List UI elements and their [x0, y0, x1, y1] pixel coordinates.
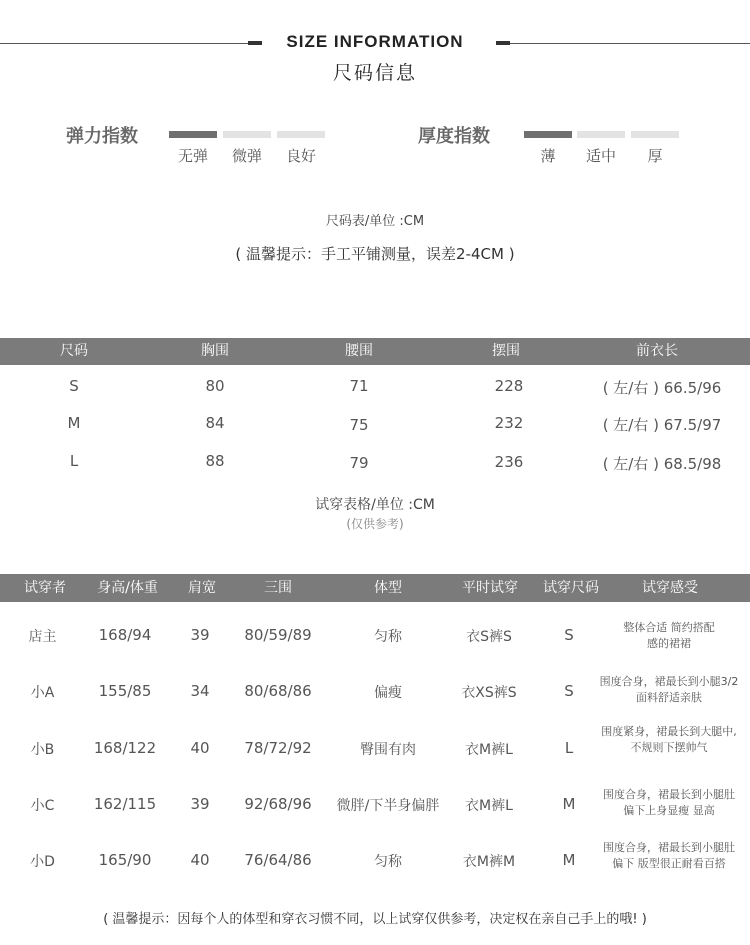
- thickness-bar-2: [577, 131, 625, 138]
- chest-cell: 84: [205, 414, 225, 432]
- usual-cell: 衣M裤L: [465, 798, 513, 814]
- shoulder-cell: 40: [190, 739, 210, 757]
- thickness-bar-1: [524, 131, 572, 138]
- size-col-hem: 摆围: [492, 343, 520, 359]
- hem-cell: 228: [494, 377, 524, 395]
- body-type-cell: 匀称: [374, 629, 402, 645]
- feel-cell-line-1: 围度合身，裙最长到小腿肚: [603, 788, 735, 801]
- size-cell: M: [67, 414, 81, 432]
- thickness-label: 厚度指数: [418, 126, 490, 147]
- body-type-cell: 臀围有肉: [360, 742, 416, 758]
- size-col-front-length: 前衣长: [636, 343, 678, 359]
- elasticity-option-2: 微弹: [231, 147, 262, 165]
- measurements-cell: 80/59/89: [244, 626, 312, 644]
- measurements-cell: 80/68/86: [244, 682, 312, 700]
- shoulder-cell: 39: [190, 795, 210, 813]
- thickness-option-2: 适中: [585, 147, 616, 165]
- thickness-option-3: 厚: [647, 147, 663, 165]
- hem-cell: 236: [494, 453, 524, 471]
- header-dash-right: [496, 41, 510, 45]
- shoulder-cell: 39: [190, 626, 210, 644]
- tried-cell: L: [564, 739, 574, 757]
- usual-cell: 衣M裤L: [465, 742, 513, 758]
- body-type-cell: 偏瘦: [374, 685, 402, 701]
- fit-col-measurements: 三围: [264, 580, 292, 596]
- fit-col-tried: 试穿尺码: [543, 580, 599, 596]
- elasticity-option-1: 无弹: [177, 147, 208, 165]
- height-weight-cell: 168/122: [93, 739, 157, 757]
- person-cell: 小A: [30, 685, 55, 701]
- tried-cell: M: [562, 795, 576, 813]
- person-cell: 小D: [30, 854, 55, 870]
- size-table-header: [0, 338, 750, 365]
- feel-cell-line-2: 面料舒适亲肤: [636, 691, 702, 704]
- measurements-cell: 92/68/96: [244, 795, 312, 813]
- feel-cell-line-2: 感的裙裙: [647, 637, 691, 650]
- fit-col-shoulder: 肩宽: [188, 580, 216, 596]
- fit-col-feel: 试穿感受: [642, 580, 698, 596]
- header-line-right: [510, 43, 750, 44]
- thickness-bar-3: [631, 131, 679, 138]
- elasticity-label: 弹力指数: [66, 126, 138, 147]
- fit-table-header: [0, 574, 750, 602]
- feel-cell-line-1: 围度合身，裙最长到小腿肚: [603, 841, 735, 854]
- size-table-tip: ( 温馨提示：手工平铺测量，误差2-4CM ): [235, 245, 515, 263]
- usual-cell: 衣S裤S: [466, 629, 512, 645]
- size-col-size: 尺码: [60, 343, 88, 359]
- front-length-cell: ( 左/右 ) 67.5/97: [602, 416, 722, 434]
- elasticity-bar-1: [169, 131, 217, 138]
- feel-cell-line-2: 不规则下摆帅气: [630, 741, 708, 754]
- person-cell: 店主: [28, 629, 57, 645]
- fit-col-person: 试穿者: [24, 580, 66, 596]
- person-cell: 小B: [30, 742, 55, 758]
- thickness-option-1: 薄: [540, 147, 556, 165]
- height-weight-cell: 162/115: [93, 795, 157, 813]
- feel-cell-line-1: 围度紧身，裙最长到大腿中,: [601, 725, 737, 738]
- fit-col-height-weight: 身高/体重: [97, 580, 158, 596]
- height-weight-cell: 168/94: [98, 626, 152, 644]
- measurements-cell: 78/72/92: [244, 739, 312, 757]
- waist-cell: 75: [349, 416, 369, 434]
- feel-cell-line-2: 偏下上身显瘦 显高: [623, 804, 715, 817]
- shoulder-cell: 34: [190, 682, 210, 700]
- fit-col-usual: 平时试穿: [462, 580, 518, 596]
- feel-cell-line-1: 整体合适 简约搭配: [623, 621, 715, 634]
- front-length-cell: ( 左/右 ) 68.5/98: [602, 455, 722, 473]
- usual-cell: 衣XS裤S: [461, 685, 517, 701]
- height-weight-cell: 165/90: [98, 851, 152, 869]
- fit-table-unit-caption: 试穿表格/单位 :CM: [315, 497, 435, 513]
- measurements-cell: 76/64/86: [244, 851, 312, 869]
- height-weight-cell: 155/85: [98, 682, 152, 700]
- tried-cell: S: [564, 682, 574, 700]
- feel-cell-line-1: 围度合身，裙最长到小腿3/2: [599, 675, 739, 688]
- tried-cell: S: [564, 626, 574, 644]
- fit-col-body-type: 体型: [374, 580, 402, 596]
- fit-table-sub-caption: (仅供参考): [346, 517, 404, 531]
- size-cell: S: [69, 377, 79, 395]
- chest-cell: 80: [205, 377, 225, 395]
- body-type-cell: 匀称: [374, 854, 402, 870]
- body-type-cell: 微胖/下半身偏胖: [336, 798, 440, 814]
- chest-cell: 88: [205, 452, 225, 470]
- size-col-waist: 腰围: [345, 343, 373, 359]
- tried-cell: M: [562, 851, 576, 869]
- feel-cell-line-2: 偏下 版型很正耐看百搭: [612, 857, 726, 870]
- waist-cell: 79: [349, 454, 369, 472]
- elasticity-option-3: 良好: [285, 147, 316, 165]
- size-col-chest: 胸围: [201, 343, 229, 359]
- person-cell: 小C: [30, 798, 55, 814]
- hem-cell: 232: [494, 414, 524, 432]
- waist-cell: 71: [349, 377, 369, 395]
- size-table-unit-caption: 尺码表/单位 :CM: [325, 214, 425, 229]
- page-title-en: SIZE INFORMATION: [286, 32, 464, 51]
- elasticity-bar-2: [223, 131, 271, 138]
- elasticity-bar-3: [277, 131, 325, 138]
- front-length-cell: ( 左/右 ) 66.5/96: [602, 379, 722, 397]
- size-cell: L: [69, 452, 79, 470]
- usual-cell: 衣M裤M: [462, 854, 516, 870]
- shoulder-cell: 40: [190, 851, 210, 869]
- footer-tip: ( 温馨提示：因每个人的体型和穿衣习惯不同，以上试穿仅供参考，决定权在亲自己手上的哦! ): [103, 912, 647, 927]
- page-title-cn: 尺码信息: [332, 62, 417, 84]
